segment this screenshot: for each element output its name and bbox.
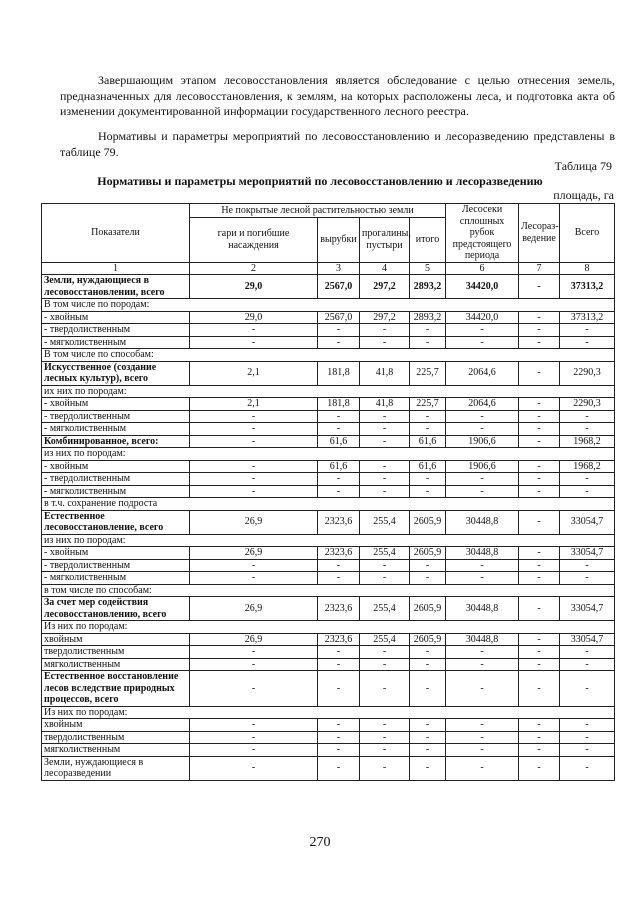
header-total: итого: [410, 217, 446, 262]
row-value: 2323,6: [318, 547, 360, 560]
header-indicators: Показатели: [42, 204, 190, 263]
row-value: -: [190, 658, 318, 671]
table-row: [42, 744, 615, 757]
row-value: 30448,8: [446, 633, 519, 646]
column-number: 3: [318, 262, 360, 275]
row-value: -: [190, 744, 318, 757]
row-value: 2323,6: [318, 633, 360, 646]
row-value: -: [446, 336, 519, 349]
row-value: 2605,9: [410, 547, 446, 560]
row-label: Искусственное (создание лесных культур), всего: [42, 361, 190, 385]
header-clearings: вырубки: [318, 217, 360, 262]
row-label: их них по породам:: [42, 385, 615, 398]
row-value: -: [190, 719, 318, 732]
row-label: - твердолиственным: [42, 410, 190, 423]
table-section-row: [42, 299, 615, 312]
row-value: -: [360, 671, 410, 707]
table-row: [42, 460, 615, 473]
row-value: -: [410, 324, 446, 337]
row-value: -: [519, 275, 560, 299]
row-value: -: [560, 423, 615, 436]
table-row: [42, 597, 615, 621]
row-value: -: [190, 324, 318, 337]
table-row: [42, 756, 615, 780]
row-value: 29,0: [190, 275, 318, 299]
row-value: -: [446, 473, 519, 486]
row-value: 2290,3: [560, 361, 615, 385]
row-label: - хвойным: [42, 460, 190, 473]
row-value: -: [360, 658, 410, 671]
table-row: [42, 473, 615, 486]
row-label: мягколиственным: [42, 658, 190, 671]
row-value: -: [560, 658, 615, 671]
table-section-row: [42, 621, 615, 634]
row-value: 255,4: [360, 633, 410, 646]
row-value: -: [519, 324, 560, 337]
row-label: - хвойным: [42, 547, 190, 560]
row-value: -: [560, 410, 615, 423]
row-value: -: [360, 744, 410, 757]
column-number: 8: [560, 262, 615, 275]
row-value: -: [318, 658, 360, 671]
row-value: -: [446, 559, 519, 572]
table-row: [42, 410, 615, 423]
row-value: -: [318, 559, 360, 572]
row-value: -: [519, 719, 560, 732]
row-value: -: [360, 485, 410, 498]
row-label: из них по породам:: [42, 534, 615, 547]
row-label: Земли, нуждающиеся в лесоразведении: [42, 756, 190, 780]
row-value: 29,0: [190, 311, 318, 324]
row-label: За счет мер содействия лесовосстановлению, всего: [42, 597, 190, 621]
table-title: Нормативы и параметры мероприятий по лесовосстановлению и лесоразведению: [97, 174, 543, 188]
row-value: -: [360, 324, 410, 337]
row-value: -: [318, 646, 360, 659]
table-section-row: [42, 385, 615, 398]
row-value: -: [446, 572, 519, 585]
row-value: -: [410, 572, 446, 585]
row-value: -: [519, 460, 560, 473]
table-row: [42, 731, 615, 744]
row-value: -: [446, 744, 519, 757]
row-value: 2605,9: [410, 510, 446, 534]
row-value: -: [560, 756, 615, 780]
row-value: 33054,7: [560, 633, 615, 646]
row-value: 61,6: [410, 435, 446, 448]
row-value: 2893,2: [410, 275, 446, 299]
row-value: 225,7: [410, 361, 446, 385]
row-value: -: [560, 336, 615, 349]
row-value: -: [190, 756, 318, 780]
row-value: -: [560, 719, 615, 732]
table-number: Таблица 79: [554, 159, 612, 173]
row-label: - мягколиственным: [42, 336, 190, 349]
row-value: -: [190, 460, 318, 473]
row-value: -: [190, 646, 318, 659]
table-header-row-1: [42, 204, 615, 218]
row-value: -: [446, 731, 519, 744]
row-value: 2567,0: [318, 275, 360, 299]
row-value: -: [410, 336, 446, 349]
row-value: -: [318, 410, 360, 423]
row-label: - хвойным: [42, 311, 190, 324]
row-value: -: [519, 361, 560, 385]
column-number-row: [42, 262, 615, 275]
column-number: 5: [410, 262, 446, 275]
row-value: 61,6: [318, 460, 360, 473]
row-value: 2,1: [190, 361, 318, 385]
row-value: -: [360, 423, 410, 436]
row-value: 2,1: [190, 398, 318, 411]
row-value: -: [560, 473, 615, 486]
row-value: 26,9: [190, 597, 318, 621]
row-value: -: [410, 744, 446, 757]
row-value: -: [410, 646, 446, 659]
column-number: 4: [360, 262, 410, 275]
table-row: [42, 633, 615, 646]
row-value: -: [190, 559, 318, 572]
table-row: [42, 361, 615, 385]
column-number: 6: [446, 262, 519, 275]
row-value: 225,7: [410, 398, 446, 411]
row-value: -: [519, 646, 560, 659]
row-value: 30448,8: [446, 547, 519, 560]
row-value: -: [519, 744, 560, 757]
row-value: 1968,2: [560, 460, 615, 473]
row-value: -: [519, 336, 560, 349]
row-value: 37313,2: [560, 275, 615, 299]
row-value: -: [519, 559, 560, 572]
row-value: -: [360, 646, 410, 659]
table-section-row: [42, 706, 615, 719]
row-value: 61,6: [410, 460, 446, 473]
intro-paragraph-2: [60, 129, 615, 160]
row-value: 2567,0: [318, 311, 360, 324]
row-label: Комбинированное, всего:: [42, 435, 190, 448]
row-value: -: [360, 460, 410, 473]
row-value: 37313,2: [560, 311, 615, 324]
row-value: -: [318, 336, 360, 349]
row-label: хвойным: [42, 633, 190, 646]
intro-paragraph-1-text: Завершающим этапом лесовосстановления является обследование с целью отнесения земель, предназначенных для лесовосстановления, к землям, на которых расположены леса, и подготовка акта об изменении документированной информации государственного лесного реестра.: [60, 73, 615, 118]
row-value: 41,8: [360, 398, 410, 411]
table-row: [42, 336, 615, 349]
row-value: 33054,7: [560, 597, 615, 621]
table-section-row: [42, 584, 615, 597]
table-row: [42, 572, 615, 585]
header-all: Всего: [560, 204, 615, 263]
row-value: -: [190, 423, 318, 436]
row-value: 2323,6: [318, 597, 360, 621]
row-value: -: [446, 485, 519, 498]
row-value: -: [560, 572, 615, 585]
row-value: -: [446, 324, 519, 337]
row-value: -: [519, 510, 560, 534]
row-value: -: [360, 473, 410, 486]
row-value: 26,9: [190, 510, 318, 534]
row-value: 181,8: [318, 361, 360, 385]
header-afforestation: Лесораз-ведение: [519, 204, 560, 263]
row-label: - твердолиственным: [42, 559, 190, 572]
row-value: 2064,6: [446, 398, 519, 411]
row-label: Естественное лесовосстановление, всего: [42, 510, 190, 534]
row-value: -: [410, 671, 446, 707]
row-value: -: [446, 410, 519, 423]
row-value: 33054,7: [560, 547, 615, 560]
row-value: -: [318, 671, 360, 707]
row-label: В том числе по породам:: [42, 299, 615, 312]
table-row: [42, 435, 615, 448]
row-value: -: [519, 435, 560, 448]
row-value: -: [560, 671, 615, 707]
table-section-row: [42, 534, 615, 547]
row-label: Из них по породам:: [42, 621, 615, 634]
row-value: 30448,8: [446, 597, 519, 621]
row-value: -: [446, 756, 519, 780]
table-row: [42, 275, 615, 299]
table-row: [42, 719, 615, 732]
row-value: -: [560, 559, 615, 572]
row-value: -: [360, 572, 410, 585]
row-value: 33054,7: [560, 510, 615, 534]
row-value: 2605,9: [410, 633, 446, 646]
header-burns: гари и погибшие насаждения: [190, 217, 318, 262]
row-value: 2290,3: [560, 398, 615, 411]
row-value: -: [410, 485, 446, 498]
row-label: - мягколиственным: [42, 423, 190, 436]
row-value: -: [519, 572, 560, 585]
row-value: -: [519, 485, 560, 498]
row-value: -: [560, 744, 615, 757]
row-value: 34420,0: [446, 275, 519, 299]
row-value: -: [410, 719, 446, 732]
table-row: [42, 311, 615, 324]
row-value: -: [318, 324, 360, 337]
row-label: хвойным: [42, 719, 190, 732]
table-units: площадь, га: [553, 188, 614, 202]
intro-paragraph-1: [60, 73, 615, 120]
row-value: -: [519, 756, 560, 780]
row-value: -: [190, 473, 318, 486]
row-value: 34420,0: [446, 311, 519, 324]
column-number: 2: [190, 262, 318, 275]
header-cutting-areas: Лесосеки сплошных рубок предстоящего периода: [446, 204, 519, 263]
row-value: -: [446, 671, 519, 707]
row-value: 1906,6: [446, 435, 519, 448]
row-value: 30448,8: [446, 510, 519, 534]
table-row: [42, 423, 615, 436]
row-value: -: [519, 671, 560, 707]
row-label: твердолиственным: [42, 731, 190, 744]
row-value: 255,4: [360, 597, 410, 621]
table-row: [42, 510, 615, 534]
table-row: [42, 646, 615, 659]
row-value: 26,9: [190, 547, 318, 560]
row-value: -: [318, 756, 360, 780]
row-value: -: [318, 473, 360, 486]
table-row: [42, 324, 615, 337]
row-value: 1968,2: [560, 435, 615, 448]
row-value: -: [360, 731, 410, 744]
row-value: -: [446, 658, 519, 671]
table-body: [42, 275, 615, 781]
row-value: 2893,2: [410, 311, 446, 324]
row-label: - хвойным: [42, 398, 190, 411]
row-label: - твердолиственным: [42, 324, 190, 337]
row-value: -: [410, 731, 446, 744]
row-value: -: [446, 423, 519, 436]
header-gaps: прогалины, пустыри: [360, 217, 410, 262]
row-value: 41,8: [360, 361, 410, 385]
row-value: -: [519, 731, 560, 744]
row-value: -: [519, 597, 560, 621]
row-value: -: [360, 756, 410, 780]
row-value: -: [318, 719, 360, 732]
table-row: [42, 398, 615, 411]
row-value: -: [360, 559, 410, 572]
intro-paragraph-2-text: Нормативы и параметры мероприятий по лесовосстановлению и лесоразведению представлены в таблице 79.: [60, 129, 615, 159]
row-value: -: [360, 435, 410, 448]
row-value: -: [519, 473, 560, 486]
column-number: 1: [42, 262, 190, 275]
row-value: 255,4: [360, 510, 410, 534]
row-value: -: [446, 719, 519, 732]
table-row: [42, 547, 615, 560]
table-section-row: [42, 498, 615, 511]
table-row: [42, 485, 615, 498]
row-value: -: [410, 410, 446, 423]
row-value: -: [410, 756, 446, 780]
row-value: -: [560, 485, 615, 498]
page-number: 270: [309, 835, 331, 850]
row-value: -: [410, 473, 446, 486]
row-value: -: [410, 658, 446, 671]
row-label: Из них по породам:: [42, 706, 615, 719]
row-value: -: [519, 410, 560, 423]
row-value: -: [190, 410, 318, 423]
row-value: -: [560, 324, 615, 337]
row-value: -: [519, 547, 560, 560]
header-uncovered-group: Не покрытые лесной растительностью земли: [190, 204, 446, 218]
row-label: мягколиственным: [42, 744, 190, 757]
row-value: 255,4: [360, 547, 410, 560]
row-value: -: [190, 435, 318, 448]
row-value: -: [519, 633, 560, 646]
row-value: 2605,9: [410, 597, 446, 621]
table-row: [42, 671, 615, 707]
row-value: -: [560, 646, 615, 659]
row-label: в т.ч. сохранение подроста: [42, 498, 615, 511]
row-label: - мягколиственным: [42, 485, 190, 498]
row-label: В том числе по способам:: [42, 349, 615, 362]
row-value: -: [410, 423, 446, 436]
row-label: в том числе по способам:: [42, 584, 615, 597]
column-number: 7: [519, 262, 560, 275]
row-value: 26,9: [190, 633, 318, 646]
row-value: -: [519, 311, 560, 324]
table-section-row: [42, 448, 615, 461]
table-row: [42, 658, 615, 671]
row-value: -: [190, 485, 318, 498]
row-value: -: [190, 336, 318, 349]
row-value: -: [410, 559, 446, 572]
row-value: -: [190, 731, 318, 744]
row-value: -: [360, 410, 410, 423]
row-label: - твердолиственным: [42, 473, 190, 486]
table-section-row: [42, 349, 615, 362]
row-value: 297,2: [360, 311, 410, 324]
row-value: 1906,6: [446, 460, 519, 473]
row-value: -: [519, 423, 560, 436]
row-value: -: [318, 485, 360, 498]
row-value: -: [446, 646, 519, 659]
row-value: -: [190, 671, 318, 707]
row-value: -: [360, 719, 410, 732]
table-row: [42, 559, 615, 572]
row-value: 181,8: [318, 398, 360, 411]
row-value: -: [318, 423, 360, 436]
row-value: 297,2: [360, 275, 410, 299]
row-label: - мягколиственным: [42, 572, 190, 585]
row-value: -: [318, 572, 360, 585]
row-value: -: [318, 731, 360, 744]
row-value: -: [190, 572, 318, 585]
row-value: 2064,6: [446, 361, 519, 385]
row-value: -: [519, 658, 560, 671]
standards-table: [41, 203, 615, 781]
row-value: -: [519, 398, 560, 411]
row-value: -: [560, 731, 615, 744]
row-label: твердолиственным: [42, 646, 190, 659]
row-value: 61,6: [318, 435, 360, 448]
row-value: 2323,6: [318, 510, 360, 534]
row-label: Земли, нуждающиеся в лесовосстановлении, всего: [42, 275, 190, 299]
row-label: из них по породам:: [42, 448, 615, 461]
row-value: -: [318, 744, 360, 757]
row-label: Естественное восстановление лесов вследствие природных процессов, всего: [42, 671, 190, 707]
row-value: -: [360, 336, 410, 349]
